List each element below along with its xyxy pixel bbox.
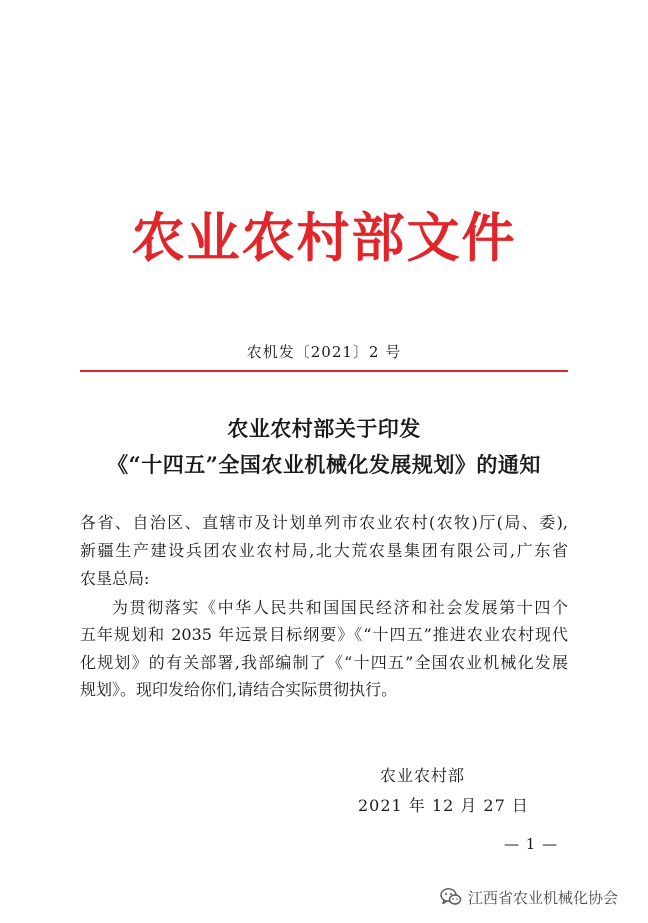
paragraph-line: 规划》。现印发给你们,请结合实际贯彻执行。 [80, 680, 398, 699]
addressee-line: 农垦总局: [80, 569, 150, 588]
document-number: 农机发〔2021〕2 号 [246, 343, 402, 361]
wechat-watermark [440, 882, 618, 912]
watermark-text: 江西省农业机械化协会 [468, 888, 619, 907]
document-title-line-1: 农业农村部关于印发 [227, 416, 421, 441]
signer: 农业农村部 [380, 766, 466, 785]
document-masthead: 农业农村部文件 [131, 207, 517, 269]
page-number: — 1 — [504, 835, 559, 853]
addressee-line: 新疆生产建设兵团农业农村局,北大荒农垦集团有限公司,广东省 [80, 541, 568, 560]
document-title-line-2: 《“十四五”全国农业机械化发展规划》的通知 [107, 452, 541, 477]
paragraph-line: 五年规划和 2035 年远景目标纲要》《“十四五”推进农业农村现代 [80, 625, 568, 644]
red-divider-line [80, 370, 568, 372]
addressee-line: 各省、自治区、直辖市及计划单列市农业农村(农牧)厅(局、委), [80, 513, 568, 532]
paragraph-line: 为贯彻落实《中华人民共和国国民经济和社会发展第十四个 [112, 598, 568, 617]
paragraph-line: 化规划》的有关部署,我部编制了《“十四五”全国农业机械化发展 [80, 653, 568, 672]
issue-date: 2021 年 12 月 27 日 [358, 796, 529, 815]
wechat-icon [440, 887, 462, 907]
